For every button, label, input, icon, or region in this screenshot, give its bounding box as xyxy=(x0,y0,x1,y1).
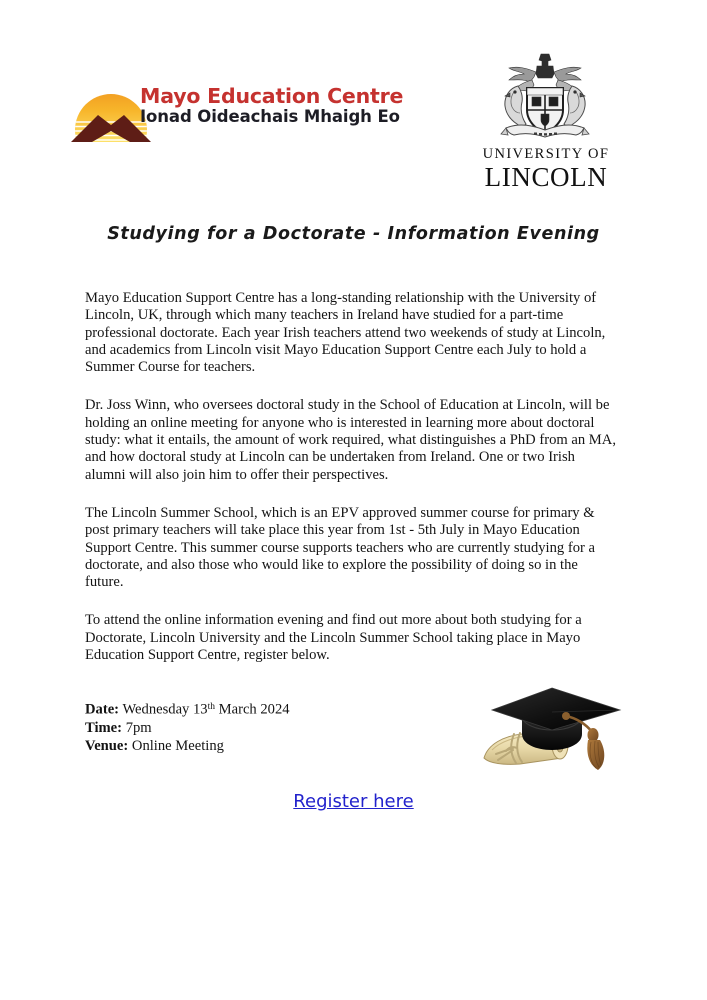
mayo-logo-line2: Ionad Oideachais Mhaigh Eo xyxy=(140,107,400,126)
venue-label: Venue: xyxy=(85,738,129,755)
detail-row-date xyxy=(85,698,385,719)
lincoln-logo-line1: UNIVERSITY OF xyxy=(482,146,610,162)
venue-value: Online Meeting xyxy=(131,738,224,755)
detail-row-time xyxy=(85,719,385,738)
body-paragraph: The Lincoln Summer School, which is an EPV approved summer course for primary & post primary teachers will take place this year from 1st - 5th July in Mayo Education Support Centre. This summer course supports teachers who are currently studying for a doctorate, and also those who would like to explore the possibility of doing so in the future. xyxy=(85,504,595,591)
document-body xyxy=(85,290,616,664)
date-value-rest: March 2024 xyxy=(218,701,290,718)
mayo-education-centre-logo xyxy=(68,84,404,146)
event-details xyxy=(85,698,385,756)
detail-row-venue xyxy=(85,737,385,756)
body-paragraph: Dr. Joss Winn, who oversees doctoral study in the School of Education at Lincoln, will be holding an online meeting for anyone who is interested in learning more about doctoral study: what it entails, the amount of work required, what distinguishes a PhD from an MA, and how doctoral study at Lincoln can be undertaken from Ireland. One or two Irish alumni will also join him to offer their perspectives. xyxy=(85,397,616,483)
document-header xyxy=(0,0,707,200)
mayo-wordmark xyxy=(140,84,404,126)
page-title: Studying for a Doctorate - Information Evening xyxy=(107,224,600,244)
body-paragraph: Mayo Education Support Centre has a long-standing relationship with the University of Lincoln, UK, through which many teachers in Ireland have studied for a part-time professional doctorate. Each year Irish teachers attend two weekends of study at Lincoln, and academics from Lincoln visit Mayo Education Support Centre each July to hold a Summer Course for teachers. xyxy=(85,290,606,376)
body-paragraph: To attend the online information evening and find out more about both studying for a Doctorate, Lincoln University and the Lincoln Summer School taking place in Mayo Education Support Centre, register below. xyxy=(85,612,582,664)
mayo-logo-line1: Mayo Education Centre xyxy=(140,84,404,108)
register-here-link[interactable]: Register here xyxy=(293,791,414,812)
time-value: 7pm xyxy=(125,719,152,736)
register-link-container xyxy=(0,791,707,812)
time-label: Time: xyxy=(85,719,123,736)
date-label: Date: xyxy=(85,701,120,718)
date-ordinal-suffix: th xyxy=(207,702,215,712)
date-value-day: Wednesday 13 xyxy=(122,701,208,718)
university-of-lincoln-logo xyxy=(472,52,620,190)
heraldic-crest-icon xyxy=(484,52,606,144)
lincoln-wordmark xyxy=(472,146,620,192)
lincoln-logo-line2: LINCOLN xyxy=(484,162,608,192)
graduation-cap-and-diploma-icon xyxy=(470,672,642,778)
